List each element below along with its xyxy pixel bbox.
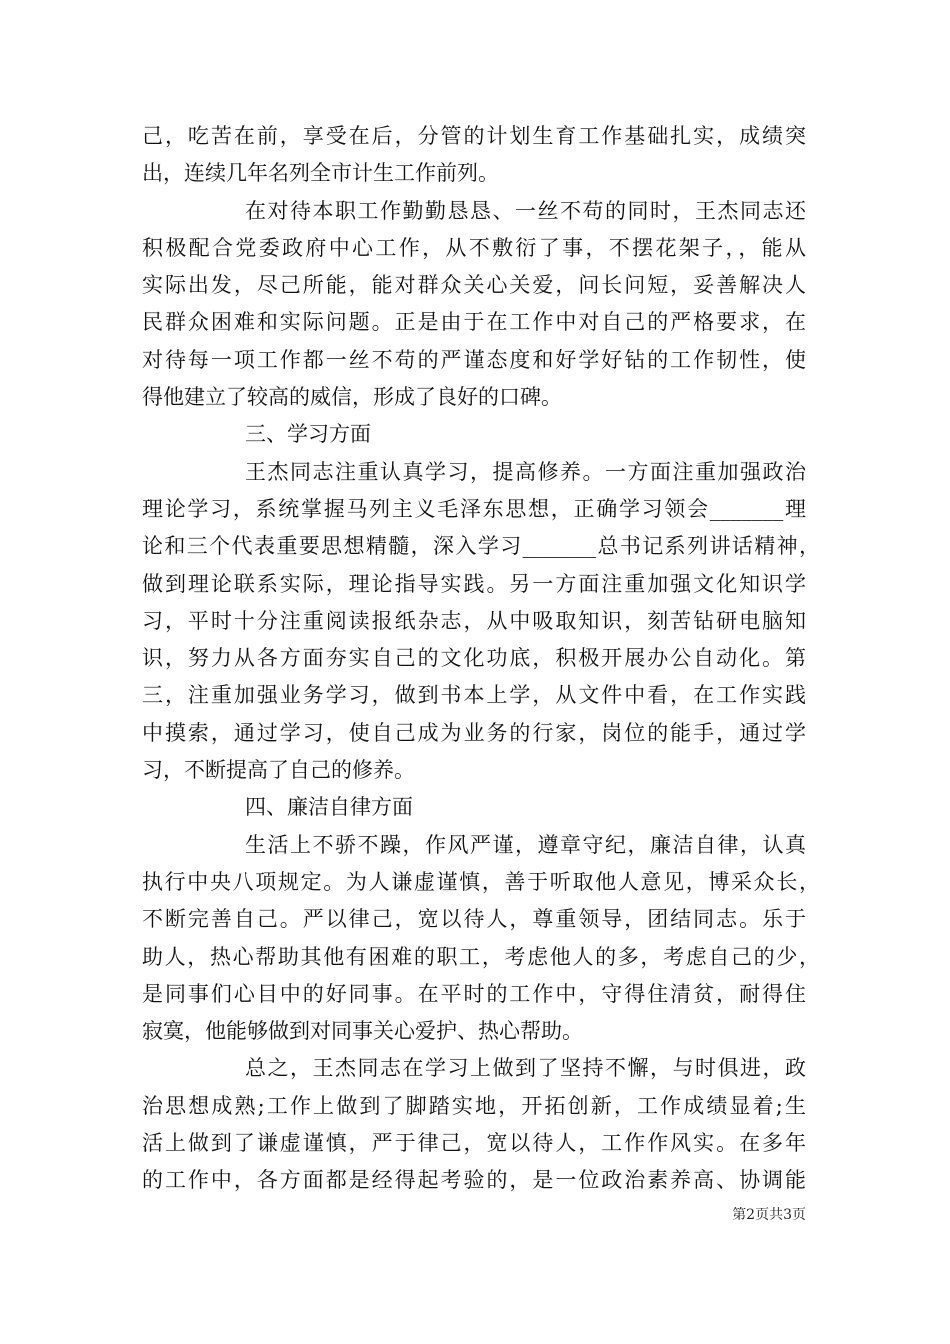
text-line: 民群众困难和实际问题。正是由于在工作中对自己的严格要求，在 [142,310,806,335]
section-heading: 四、廉洁自律方面 [245,795,413,820]
text-line: 习，不断提高了自己的修养。 [142,758,415,783]
text-line: 己，吃苦在前，享受在后，分管的计划生育工作基础扎实，成绩突 [142,124,806,148]
text-line: 做到理论联系实际，理论指导实践。另一方面注重加强文化知识学 [142,571,806,596]
text-line: 识，努力从各方面夯实自己的文化功底，积极开展办公自动化。第 [142,646,806,671]
text-line: 的工作中，各方面都是经得起考验的，是一位政治素养高、协调能 [142,1168,806,1193]
text-line: 在对待本职工作勤勤恳恳、一丝不苟的同时，王杰同志还 [245,198,806,223]
text-line: 习，平时十分注重阅读报纸杂志，从中吸取知识，刻苦钻研电脑知 [142,608,806,633]
text-line: 出，连续几年名列全市计生工作前列。 [142,161,499,186]
text-line: 是同事们心目中的好同事。在平时的工作中，守得住清贫，耐得住 [142,981,806,1006]
text-line: 理论学习，系统掌握马列主义毛泽东思想，正确学习领会_______理 [142,496,806,521]
document-body [142,118,820,1200]
text-line: 对待每一项工作都一丝不苟的严谨态度和好学好钻的工作韧性，使 [142,347,806,372]
text-line: 寂寞，他能够做到对同事关心爱护、热心帮助。 [142,1019,583,1044]
text-line: 不断完善自己。严以律己，宽以待人，尊重领导，团结同志。乐于 [142,907,806,932]
text-line: 中摸索，通过学习，使自己成为业务的行家，岗位的能手，通过学 [142,720,806,745]
text-line: 积极配合党委政府中心工作，从不敷衍了事，不摆花架子，，能从 [142,235,806,260]
section-heading: 三、学习方面 [245,422,371,447]
text-line: 实际出发，尽己所能，能对群众关心关爱，问长问短，妥善解决人 [142,273,806,298]
text-line: 活上做到了谦虚谨慎，严于律己，宽以待人，工作作风实。在多年 [142,1131,806,1156]
text-line: 执行中央八项规定。为人谦虚谨慎，善于听取他人意见，博采众长， [142,869,820,894]
text-line: 总之，王杰同志在学习上做到了坚持不懈，与时俱进，政 [245,1056,806,1081]
text-line: 得他建立了较高的威信，形成了良好的口碑。 [142,385,562,410]
text-line: 三，注重加强业务学习，做到书本上学，从文件中看，在工作实践 [142,683,806,708]
text-line: 生活上不骄不躁，作风严谨，遵章守纪，廉洁自律，认真 [245,832,806,857]
text-line: 治思想成熟;工作上做到了脚踏实地，开拓创新，工作成绩显着;生 [142,1093,806,1118]
text-line: 助人，热心帮助其他有困难的职工，考虑他人的多，考虑自己的少， [142,944,820,969]
page-number-footer: 第2页共3页 [732,1207,806,1223]
text-line: 王杰同志注重认真学习，提高修养。一方面注重加强政治 [245,459,806,484]
text-line: 论和三个代表重要思想精髓，深入学习_______总书记系列讲话精神， [142,534,820,559]
